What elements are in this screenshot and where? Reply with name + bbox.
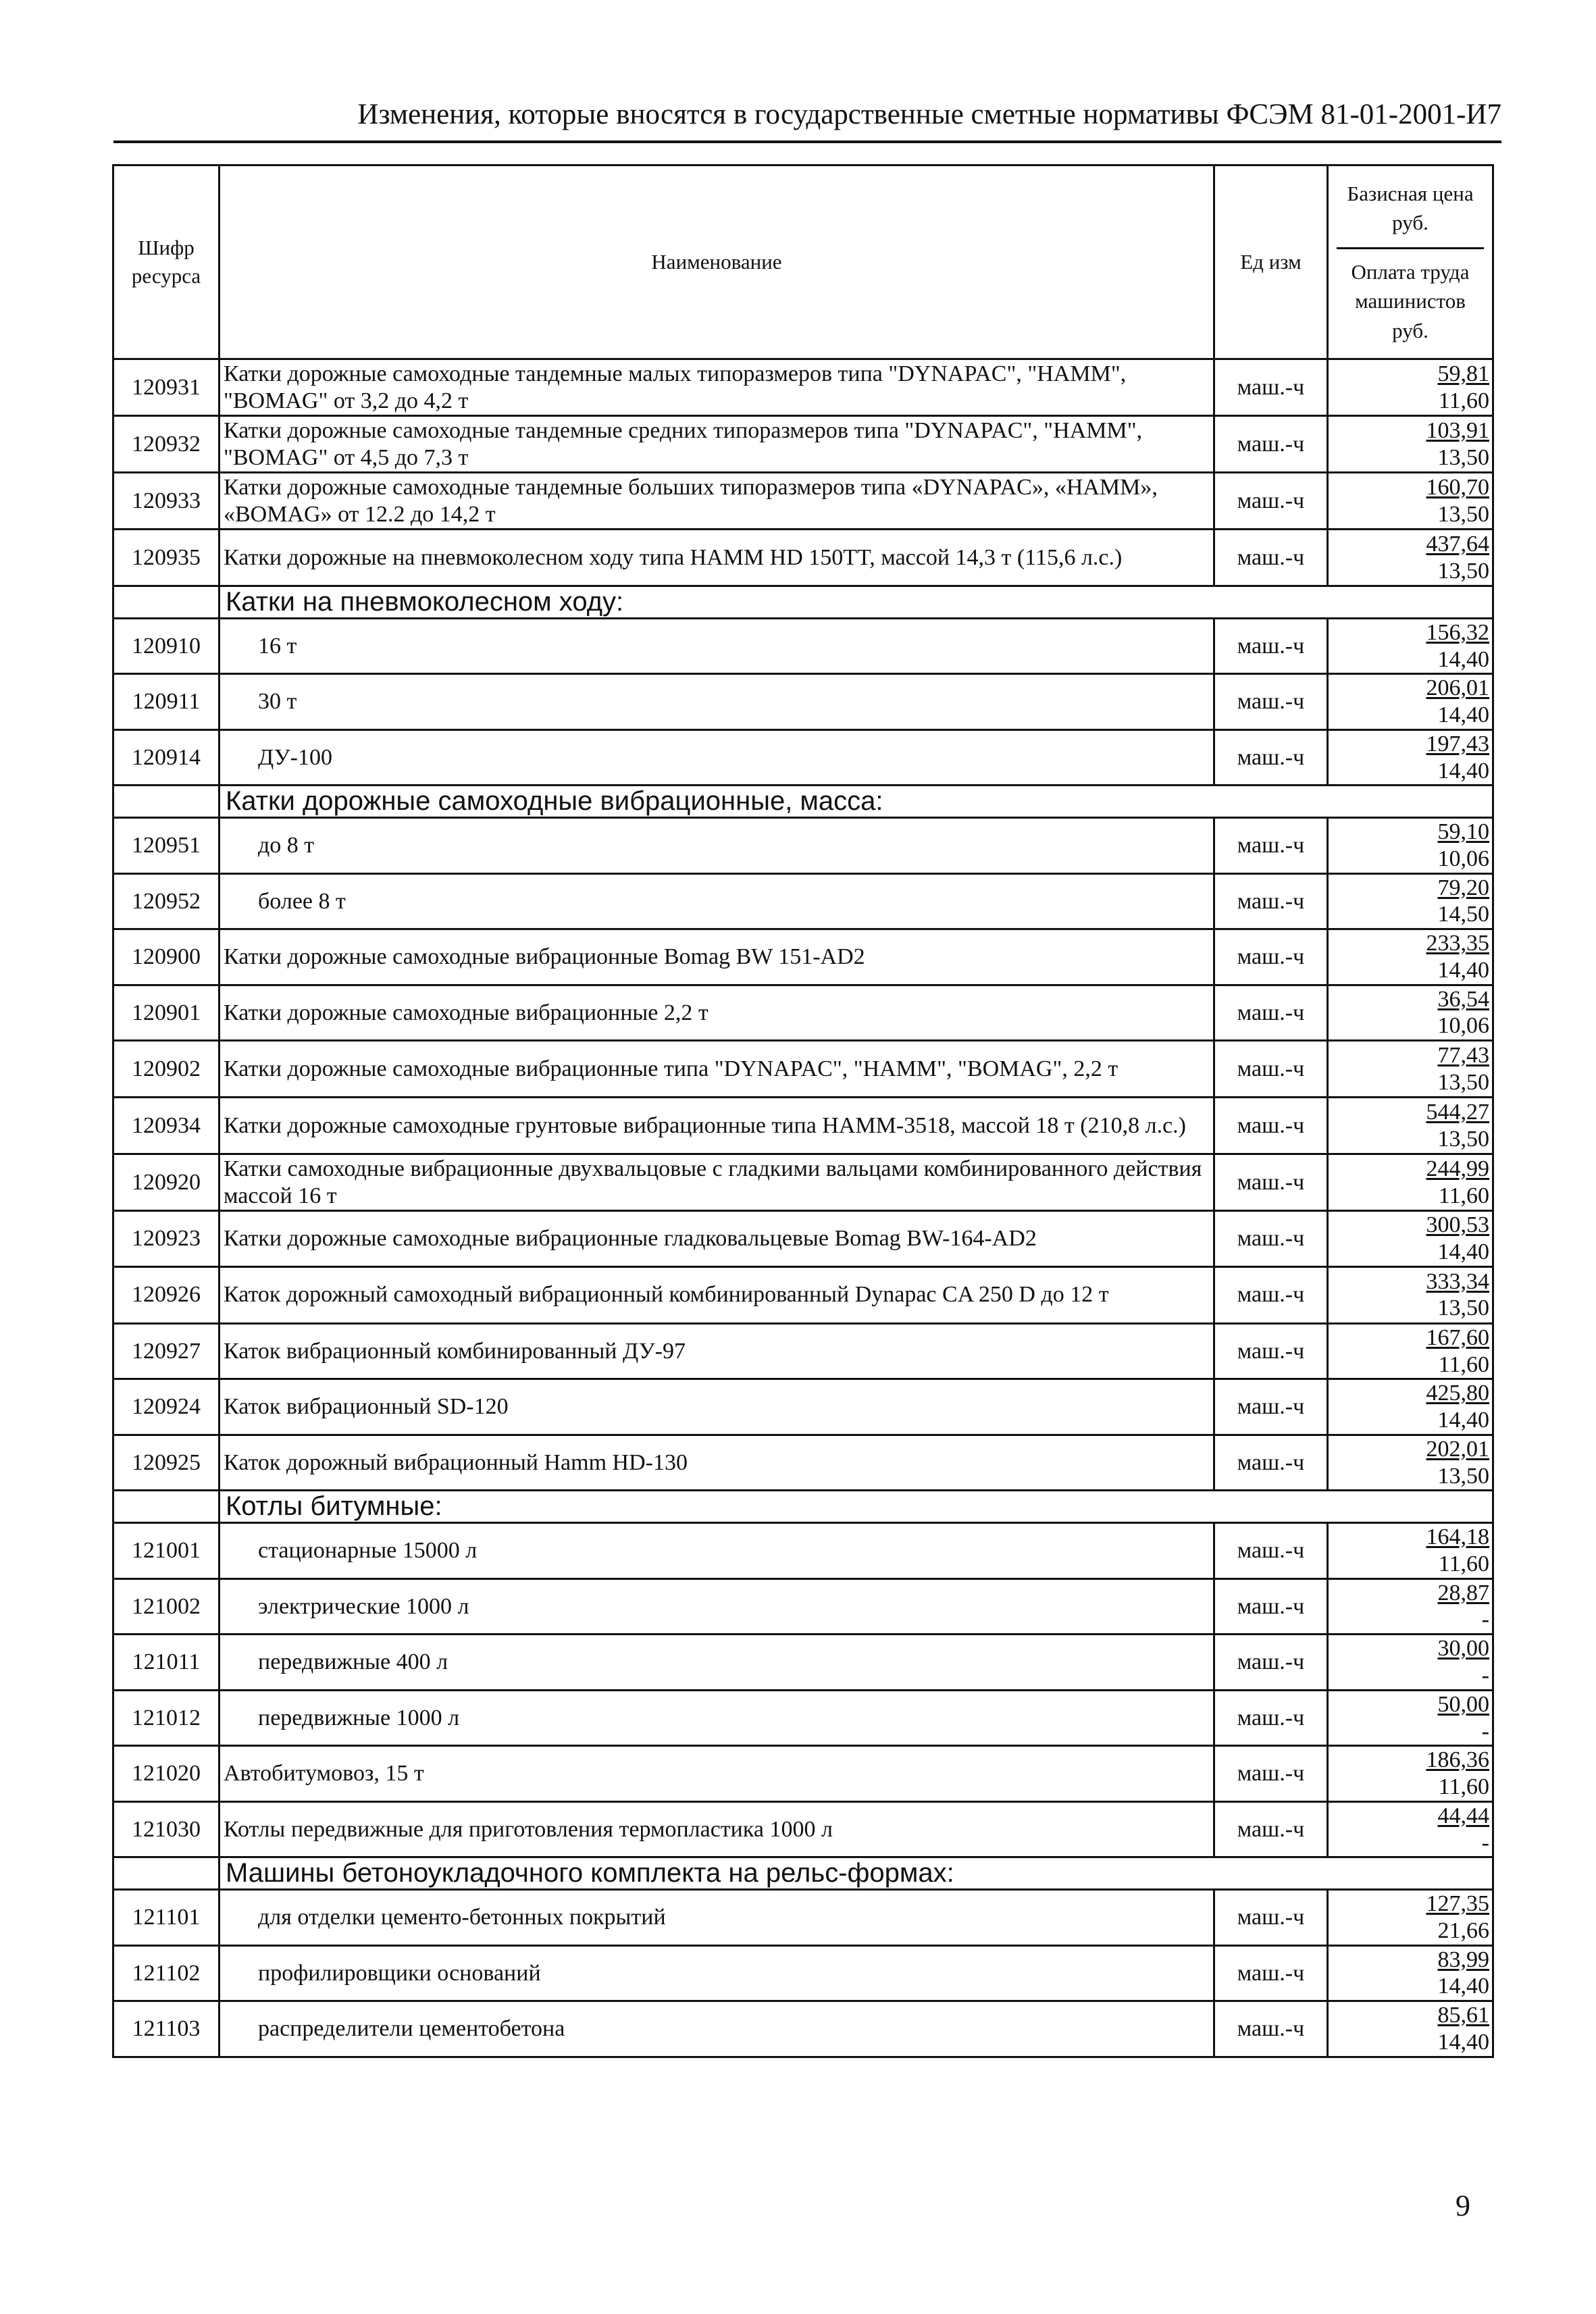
- price-cell: [1328, 873, 1493, 929]
- price-cell: [1328, 1746, 1493, 1802]
- resource-code-cell: 121011: [113, 1635, 220, 1691]
- section-title: Катки на пневмоколесном ходу:: [226, 587, 624, 617]
- section-row: [113, 1491, 1493, 1523]
- operator-wage-value: 10,06: [1437, 846, 1489, 871]
- unit-cell: маш.-ч: [1214, 1041, 1328, 1098]
- resource-code-cell: 120911: [113, 674, 220, 730]
- table-row: [113, 530, 1493, 586]
- resource-code-cell: 120934: [113, 1098, 220, 1154]
- price-cell: [1328, 1379, 1493, 1435]
- section-row: [113, 1857, 1493, 1890]
- base-price-value: 544,27: [1426, 1099, 1489, 1125]
- price-cell: [1328, 1945, 1493, 2001]
- operator-wage-value: 11,60: [1438, 388, 1489, 413]
- base-price-value: 186,36: [1426, 1747, 1489, 1773]
- unit-cell: маш.-ч: [1214, 1890, 1328, 1946]
- operator-wage-value: 11,60: [1438, 1352, 1489, 1377]
- resource-name-cell: Катки дорожные самоходные вибрационные типа "DYNAPAC", "HAMM", "BOMAG", 2,2 т: [220, 1041, 1214, 1098]
- table-row: [113, 1578, 1493, 1635]
- operator-wage-value: 11,60: [1438, 1183, 1489, 1208]
- unit-cell: маш.-ч: [1214, 1098, 1328, 1154]
- resource-code-cell: 120933: [113, 473, 220, 530]
- base-price-value: 233,35: [1426, 931, 1489, 956]
- operator-wage-value: 14,40: [1437, 1408, 1489, 1433]
- price-cell: [1328, 618, 1493, 674]
- base-price-value: 77,43: [1437, 1042, 1489, 1068]
- column-header-unit: Ед изм: [1214, 165, 1328, 359]
- resource-code-cell: 121002: [113, 1578, 220, 1635]
- section-row: [113, 586, 1493, 619]
- resource-name-cell: передвижные 400 л: [220, 1635, 1214, 1691]
- section-title-cell: [220, 1857, 1493, 1890]
- unit-cell: маш.-ч: [1214, 1690, 1328, 1746]
- column-header-price: [1328, 165, 1493, 359]
- resource-name-cell: Катки дорожные самоходные тандемные малых типоразмеров типа "DYNAPAC", "HAMM", "BOMAG" от 3,2 до 4,2 т: [220, 359, 1214, 416]
- base-price-value: 160,70: [1426, 474, 1489, 500]
- price-cell: [1328, 1098, 1493, 1154]
- resource-code-cell: 120914: [113, 729, 220, 786]
- price-cell: [1328, 1266, 1493, 1323]
- resource-name-cell: Каток дорожный самоходный вибрационный комбинированный Dynapac CA 250 D до 12 т: [220, 1266, 1214, 1323]
- header-rule: [113, 140, 1501, 143]
- resource-name-cell: Катки дорожные самоходные тандемные средних типоразмеров типа "DYNAPAC", "HAMM", "BOMAG" от 4,5 до 7,3 т: [220, 416, 1214, 473]
- table-row: [113, 1801, 1493, 1857]
- document-header: Изменения, которые вносятся в государственные сметные нормативы ФСЭМ 81-01-2001-И7: [357, 99, 1501, 130]
- resource-code-cell: 121012: [113, 1690, 220, 1746]
- base-price-value: 50,00: [1437, 1691, 1489, 1717]
- unit-cell: маш.-ч: [1214, 1379, 1328, 1435]
- section-title: Машины бетоноукладочного комплекта на рельс-формах:: [226, 1858, 954, 1888]
- base-price-value: 36,54: [1437, 986, 1489, 1012]
- resource-price-table: [112, 164, 1494, 2058]
- unit-cell: маш.-ч: [1214, 1323, 1328, 1379]
- table-row: [113, 1379, 1493, 1435]
- resource-code-cell: 121103: [113, 2001, 220, 2057]
- unit-cell: маш.-ч: [1214, 818, 1328, 874]
- resource-name-cell: Катки самоходные вибрационные двухвальцовые с гладкими вальцами комбинированного действия массой 16 т: [220, 1154, 1214, 1211]
- base-price-value: 30,00: [1437, 1636, 1489, 1662]
- unit-cell: маш.-ч: [1214, 1435, 1328, 1491]
- resource-name-cell: электрические 1000 л: [220, 1578, 1214, 1635]
- price-cell: [1328, 530, 1493, 586]
- base-price-value: 244,99: [1426, 1156, 1489, 1181]
- table-row: [113, 2001, 1493, 2057]
- base-price-value: 167,60: [1426, 1325, 1489, 1350]
- operator-wage-value: 14,40: [1437, 702, 1489, 728]
- resource-code-cell: 120927: [113, 1323, 220, 1379]
- resource-code-cell: 120902: [113, 1041, 220, 1098]
- resource-code-cell: 120935: [113, 530, 220, 586]
- table-row: [113, 674, 1493, 730]
- column-header-code: Шифр ресурса: [113, 165, 220, 359]
- operator-wage-value: -: [1481, 1718, 1489, 1744]
- base-price-value: 156,32: [1426, 619, 1489, 645]
- base-price-value: 85,61: [1437, 2003, 1489, 2028]
- operator-wage-value: 13,50: [1437, 444, 1489, 470]
- price-cell: [1328, 1041, 1493, 1098]
- operator-wage-value: 13,50: [1437, 1463, 1489, 1489]
- column-header-divider: [1337, 247, 1484, 249]
- operator-wage-value: 14,40: [1437, 758, 1489, 783]
- section-row: [113, 786, 1493, 818]
- resource-code-cell: 120926: [113, 1266, 220, 1323]
- resource-name-cell: Катки дорожные самоходные вибрационные 2,2 т: [220, 985, 1214, 1041]
- section-title-cell: [220, 786, 1493, 818]
- operator-wage-value: 14,40: [1437, 1239, 1489, 1265]
- base-price-value: 59,10: [1437, 819, 1489, 845]
- price-cell: [1328, 1211, 1493, 1267]
- operator-wage-value: -: [1481, 1830, 1489, 1855]
- base-price-value: 28,87: [1437, 1580, 1489, 1605]
- price-cell: [1328, 1690, 1493, 1746]
- resource-name-cell: передвижные 1000 л: [220, 1690, 1214, 1746]
- base-price-value: 202,01: [1426, 1436, 1489, 1462]
- resource-name-cell: Катки дорожные самоходные вибрационные гладковальцевые Bomag BW-164-AD2: [220, 1211, 1214, 1267]
- resource-name-cell: Катки дорожные самоходные грунтовые вибрационные типа HAMM-3518, массой 18 т (210,8 л.с.): [220, 1098, 1214, 1154]
- unit-cell: маш.-ч: [1214, 530, 1328, 586]
- unit-cell: маш.-ч: [1214, 1635, 1328, 1691]
- unit-cell: маш.-ч: [1214, 473, 1328, 530]
- resource-name-cell: Каток вибрационный SD-120: [220, 1379, 1214, 1435]
- resource-code-cell: 121020: [113, 1746, 220, 1802]
- operator-wage-value: -: [1481, 1607, 1489, 1632]
- unit-cell: маш.-ч: [1214, 1266, 1328, 1323]
- unit-cell: маш.-ч: [1214, 674, 1328, 730]
- resource-name-cell: Котлы передвижные для приготовления термопластика 1000 л: [220, 1801, 1214, 1857]
- section-title-cell: [220, 1491, 1493, 1523]
- table-row: [113, 1323, 1493, 1379]
- unit-cell: маш.-ч: [1214, 929, 1328, 985]
- operator-wage-value: 13,50: [1437, 1069, 1489, 1095]
- resource-code-cell: 120932: [113, 416, 220, 473]
- resource-code-cell: 121101: [113, 1890, 220, 1946]
- section-title: Котлы битумные:: [226, 1491, 442, 1522]
- table-row: [113, 618, 1493, 674]
- table-row: [113, 1945, 1493, 2001]
- operator-wage-value: 21,66: [1437, 1918, 1489, 1943]
- table-row: [113, 818, 1493, 874]
- price-cell: [1328, 1890, 1493, 1946]
- resource-code-cell: 120925: [113, 1435, 220, 1491]
- table-row: [113, 1266, 1493, 1323]
- base-price-value: 103,91: [1426, 417, 1489, 443]
- resource-code-cell: 120910: [113, 618, 220, 674]
- base-price-value: 206,01: [1426, 675, 1489, 701]
- section-code-cell: [113, 786, 220, 818]
- unit-cell: маш.-ч: [1214, 1801, 1328, 1857]
- table-header-row: [113, 165, 1493, 359]
- price-cell: [1328, 818, 1493, 874]
- table-body: [113, 359, 1493, 2057]
- table-row: [113, 729, 1493, 786]
- resource-name-cell: распределители цементобетона: [220, 2001, 1214, 2057]
- operator-wage-value: -: [1481, 1662, 1489, 1688]
- table-row: [113, 1690, 1493, 1746]
- table-row: [113, 1523, 1493, 1579]
- resource-name-cell: Катки дорожные на пневмоколесном ходу типа HAMM HD 150TT, массой 14,3 т (115,6 л.с.): [220, 530, 1214, 586]
- resource-name-cell: профилировщики оснований: [220, 1945, 1214, 2001]
- column-header-base-price: Базисная цена руб.: [1347, 182, 1474, 235]
- resource-name-cell: Каток дорожный вибрационный Hamm HD-130: [220, 1435, 1214, 1491]
- column-header-operator-wage: Оплата труда машинистов руб.: [1351, 259, 1470, 342]
- resource-name-cell: стационарные 15000 л: [220, 1523, 1214, 1579]
- unit-cell: маш.-ч: [1214, 1154, 1328, 1211]
- section-title-cell: [220, 586, 1493, 619]
- base-price-value: 425,80: [1426, 1381, 1489, 1406]
- unit-cell: маш.-ч: [1214, 618, 1328, 674]
- operator-wage-value: 13,50: [1437, 558, 1489, 584]
- base-price-value: 127,35: [1426, 1891, 1489, 1917]
- operator-wage-value: 14,40: [1437, 2029, 1489, 2055]
- unit-cell: маш.-ч: [1214, 416, 1328, 473]
- section-code-cell: [113, 1857, 220, 1890]
- resource-name-cell: Автобитумовоз, 15 т: [220, 1746, 1214, 1802]
- base-price-value: 300,53: [1426, 1212, 1489, 1238]
- base-price-value: 437,64: [1426, 531, 1489, 557]
- table-row: [113, 1098, 1493, 1154]
- unit-cell: маш.-ч: [1214, 2001, 1328, 2057]
- price-cell: [1328, 985, 1493, 1041]
- resource-code-cell: 120952: [113, 873, 220, 929]
- price-cell: [1328, 359, 1493, 416]
- resource-code-cell: 120951: [113, 818, 220, 874]
- operator-wage-value: 13,50: [1437, 1126, 1489, 1152]
- base-price-value: 197,43: [1426, 731, 1489, 756]
- table-row: [113, 1890, 1493, 1946]
- table-row: [113, 1211, 1493, 1267]
- page-number: 9: [1456, 2189, 1470, 2222]
- resource-name-cell: Катки дорожные самоходные тандемные больших типоразмеров типа «DYNAPAC», «HAMM», «BOMAG» от 12.2 до 14,2 т: [220, 473, 1214, 530]
- table-row: [113, 929, 1493, 985]
- base-price-value: 59,81: [1437, 361, 1489, 386]
- base-price-value: 44,44: [1437, 1803, 1489, 1828]
- table-row: [113, 1041, 1493, 1098]
- table-row: [113, 359, 1493, 416]
- price-cell: [1328, 1635, 1493, 1691]
- operator-wage-value: 14,50: [1437, 902, 1489, 927]
- resource-code-cell: 120920: [113, 1154, 220, 1211]
- unit-cell: маш.-ч: [1214, 729, 1328, 786]
- resource-code-cell: 121030: [113, 1801, 220, 1857]
- table-row: [113, 873, 1493, 929]
- resource-code-cell: 120924: [113, 1379, 220, 1435]
- table-row: [113, 416, 1493, 473]
- unit-cell: маш.-ч: [1214, 1945, 1328, 2001]
- column-header-name: Наименование: [220, 165, 1214, 359]
- table-row: [113, 1746, 1493, 1802]
- price-cell: [1328, 929, 1493, 985]
- base-price-value: 79,20: [1437, 875, 1489, 900]
- resource-name-cell: 30 т: [220, 674, 1214, 730]
- operator-wage-value: 13,50: [1437, 501, 1489, 527]
- resource-name-cell: 16 т: [220, 618, 1214, 674]
- price-cell: [1328, 2001, 1493, 2057]
- operator-wage-value: 14,40: [1437, 646, 1489, 672]
- resource-code-cell: 120931: [113, 359, 220, 416]
- operator-wage-value: 10,06: [1437, 1013, 1489, 1039]
- operator-wage-value: 11,60: [1438, 1774, 1489, 1800]
- resource-name-cell: для отделки цементо-бетонных покрытий: [220, 1890, 1214, 1946]
- resource-name-cell: Катки дорожные самоходные вибрационные Bomag BW 151-AD2: [220, 929, 1214, 985]
- price-cell: [1328, 1154, 1493, 1211]
- section-title: Катки дорожные самоходные вибрационные, масса:: [226, 786, 883, 817]
- unit-cell: маш.-ч: [1214, 1578, 1328, 1635]
- unit-cell: маш.-ч: [1214, 1746, 1328, 1802]
- table-row: [113, 1635, 1493, 1691]
- price-cell: [1328, 1323, 1493, 1379]
- table-row: [113, 985, 1493, 1041]
- price-cell: [1328, 1435, 1493, 1491]
- base-price-value: 83,99: [1437, 1947, 1489, 1972]
- resource-code-cell: 121102: [113, 1945, 220, 2001]
- price-cell: [1328, 1523, 1493, 1579]
- unit-cell: маш.-ч: [1214, 1211, 1328, 1267]
- resource-name-cell: более 8 т: [220, 873, 1214, 929]
- price-cell: [1328, 674, 1493, 730]
- operator-wage-value: 14,40: [1437, 957, 1489, 983]
- operator-wage-value: 11,60: [1438, 1551, 1489, 1576]
- price-cell: [1328, 473, 1493, 530]
- table-row: [113, 1435, 1493, 1491]
- price-cell: [1328, 416, 1493, 473]
- unit-cell: маш.-ч: [1214, 1523, 1328, 1579]
- resource-code-cell: 121001: [113, 1523, 220, 1579]
- section-code-cell: [113, 586, 220, 619]
- resource-code-cell: 120923: [113, 1211, 220, 1267]
- price-cell: [1328, 1801, 1493, 1857]
- base-price-value: 164,18: [1426, 1524, 1489, 1550]
- resource-name-cell: до 8 т: [220, 818, 1214, 874]
- table-row: [113, 1154, 1493, 1211]
- unit-cell: маш.-ч: [1214, 873, 1328, 929]
- unit-cell: маш.-ч: [1214, 985, 1328, 1041]
- unit-cell: маш.-ч: [1214, 359, 1328, 416]
- resource-name-cell: Каток вибрационный комбинированный ДУ-97: [220, 1323, 1214, 1379]
- resource-name-cell: ДУ-100: [220, 729, 1214, 786]
- table-row: [113, 473, 1493, 530]
- price-cell: [1328, 729, 1493, 786]
- operator-wage-value: 13,50: [1437, 1295, 1489, 1321]
- operator-wage-value: 14,40: [1437, 1974, 1489, 1999]
- section-code-cell: [113, 1491, 220, 1523]
- resource-code-cell: 120901: [113, 985, 220, 1041]
- resource-code-cell: 120900: [113, 929, 220, 985]
- base-price-value: 333,34: [1426, 1268, 1489, 1294]
- price-cell: [1328, 1578, 1493, 1635]
